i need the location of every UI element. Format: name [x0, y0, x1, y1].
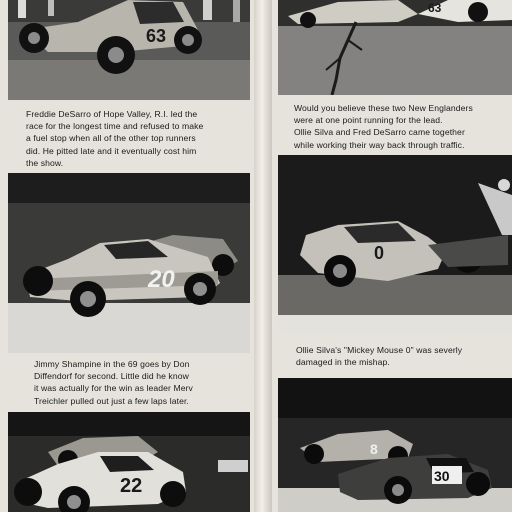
photo-silva-desarro-wreck — [278, 0, 512, 95]
caption-mickey-mouse: Ollie Silva's "Mickey Mouse 0" was severly damaged in the mishap. — [296, 345, 463, 368]
car-number-8: 8 — [370, 441, 378, 457]
car-number-0: 0 — [374, 243, 385, 263]
car-number-63: 63 — [146, 26, 167, 46]
photo-shampine-car-20 — [8, 173, 250, 353]
car-number-63: 63 — [428, 1, 442, 15]
caption-shampine: Jimmy Shampine in the 69 goes by Don Diffendorf for second. Little did he know it was actually for the win as leader Merv Treichler pulled out just a few laps later. — [34, 359, 193, 406]
caption-desarro: Freddie DeSarro of Hope Valley, R.I. led the race for the longest time and refused to make a fuel stop when all of the other top runners did. He pitted late and it eventually cost him the show. — [26, 109, 204, 168]
photo-cars-8-and-30 — [278, 378, 512, 512]
photo-desarro-car-63 — [8, 0, 250, 100]
photo-car-22 — [8, 412, 250, 512]
caption-new-englanders: Would you believe these two New Englanders were at one point running for the lead. Ollie Silva and Fred DeSarro came together while working their way back through traffic. — [294, 103, 473, 150]
car-number-30: 30 — [434, 468, 450, 484]
photo-mickey-mouse-0-crash — [278, 155, 512, 333]
page-gutter — [254, 0, 272, 512]
car-number-20: 20 — [148, 266, 175, 293]
car-number-22: 22 — [120, 475, 143, 497]
